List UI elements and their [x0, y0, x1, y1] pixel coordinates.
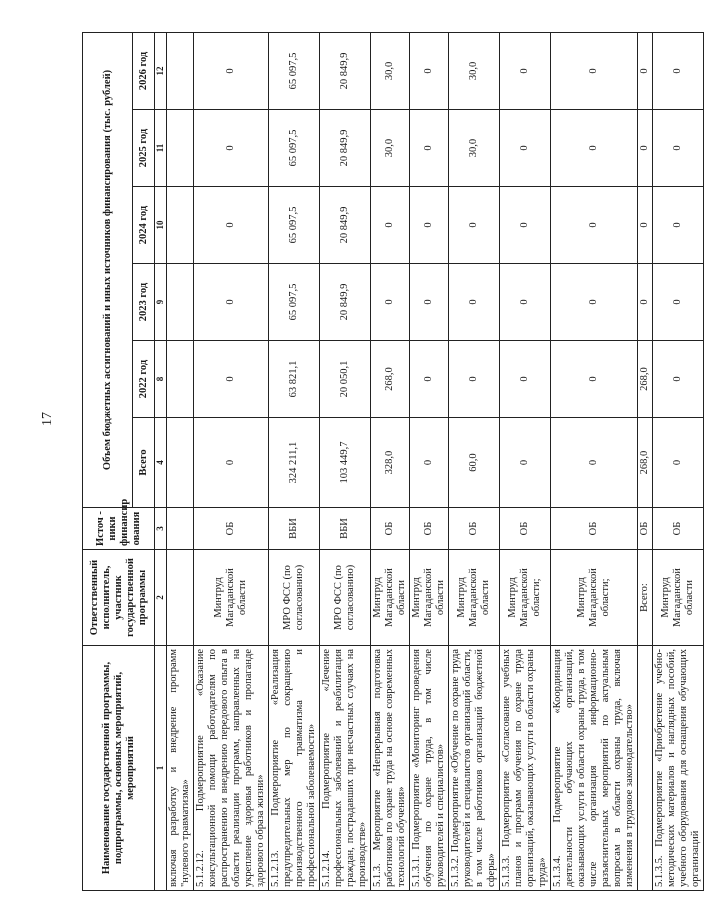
cell-value: 0 — [551, 264, 638, 341]
cell-value: 0 — [449, 187, 500, 264]
cell-executor: Минтруд Магаданской области — [653, 550, 704, 646]
cell-value: 0 — [194, 32, 269, 109]
cell-value: 0 — [500, 418, 551, 508]
cell-value: 0 — [410, 110, 449, 187]
cell-value: 103 449,7 — [320, 418, 371, 508]
cell-executor: МРО ФСС (по согласованию) — [269, 550, 320, 646]
cell-event-name: включая разработку и внедрение программ "нулевого травматизма» — [167, 646, 194, 891]
cell-source: ОБ — [638, 508, 653, 550]
col-header-year: 2025 год — [133, 110, 155, 187]
cell-value: 0 — [500, 110, 551, 187]
cell-executor: Минтруд Магаданской области — [449, 550, 500, 646]
cell-value — [167, 110, 194, 187]
cell-event-name: 5.1.3.1. Подмероприятие «Мониторинг проведения обучения по охране труда, в том числе руководителей и специалистов» — [410, 646, 449, 891]
cell-event-name: 5.1.3.5. Подмероприятие «Приобретение учебно-методических материалов и наглядных пособий, учебного оборудования для оснащения обучающих организаций — [653, 646, 704, 891]
cell-value — [167, 418, 194, 508]
col-header-year: 2023 год — [133, 264, 155, 341]
cell-value: 0 — [449, 341, 500, 418]
cell-executor — [167, 550, 194, 646]
cell-value: 30,0 — [449, 32, 500, 109]
cell-value: 0 — [653, 187, 704, 264]
column-number: 1 — [155, 646, 167, 891]
column-number: 9 — [155, 264, 167, 341]
cell-event-name: 5.1.3.2. Подмероприятие «Обучение по охране труда руководителей и специалистов организаций области, в том числе работников организаций бюджетной сферы» — [449, 646, 500, 891]
col-header-year: 2022 год — [133, 341, 155, 418]
cell-source: ОБ — [371, 508, 410, 550]
cell-event-name: 5.1.2.14. Подмероприятие «Лечение профессиональных заболеваний и реабилитация граждан, пострадавших при несчастных случаях на производстве» — [320, 646, 371, 891]
cell-value: 0 — [410, 418, 449, 508]
table-row — [551, 32, 638, 890]
col-header-source: Источ - ники финансир ования — [83, 508, 155, 550]
cell-value: 0 — [194, 341, 269, 418]
table-row — [653, 32, 704, 890]
cell-executor: Минтруд Магаданской области — [194, 550, 269, 646]
table-row — [320, 32, 371, 890]
col-header-year: 2024 год — [133, 187, 155, 264]
col-header-name: Наименование государственной программы, подпрограммы, основных мероприятий, мероприятий — [83, 646, 155, 891]
column-number: 8 — [155, 341, 167, 418]
cell-source: ОБ — [653, 508, 704, 550]
cell-source: ВБИ — [320, 508, 371, 550]
cell-value: 0 — [410, 341, 449, 418]
budget-table — [82, 32, 704, 891]
column-number: 11 — [155, 110, 167, 187]
column-number: 10 — [155, 187, 167, 264]
cell-value: 0 — [410, 264, 449, 341]
table-row — [269, 32, 320, 890]
cell-value: 20 849,9 — [320, 110, 371, 187]
cell-executor: Минтруд Магаданской области; — [500, 550, 551, 646]
cell-executor: Минтруд Магаданской области — [371, 550, 410, 646]
cell-value: 0 — [551, 341, 638, 418]
cell-event-name: 5.1.3. Мероприятие «Непрерывная подготовка работников по охране труда на основе современных технологий обучения» — [371, 646, 410, 891]
cell-value: 328,0 — [371, 418, 410, 508]
cell-value: 0 — [410, 187, 449, 264]
cell-value: 0 — [653, 418, 704, 508]
cell-value: 65 097,5 — [269, 187, 320, 264]
table-container — [82, 33, 701, 891]
cell-value: 0 — [410, 32, 449, 109]
column-number: 12 — [155, 32, 167, 109]
cell-value: 0 — [194, 418, 269, 508]
cell-source: ОБ — [551, 508, 638, 550]
cell-source: ОБ — [500, 508, 551, 550]
table-row — [410, 32, 449, 890]
cell-value: 0 — [194, 110, 269, 187]
table-body — [167, 32, 704, 890]
cell-value: 0 — [371, 187, 410, 264]
cell-value: 0 — [638, 32, 653, 109]
cell-value: 0 — [194, 264, 269, 341]
cell-executor: Всего: — [638, 550, 653, 646]
cell-executor: Минтруд Магаданской области — [410, 550, 449, 646]
cell-value: 0 — [638, 264, 653, 341]
cell-value: 20 849,9 — [320, 32, 371, 109]
cell-executor: МРО ФСС (по согласованию) — [320, 550, 371, 646]
cell-executor: Минтруд Магаданской области; — [551, 550, 638, 646]
cell-value: 0 — [638, 110, 653, 187]
cell-event-name: 5.1.2.12. Подмероприятие «Оказание консультационной помощи работодателям по распространению и внедрению передового опыта в области реализации программ, направленных на укрепление здоровья работников и пропаганде здорового образа жизни» — [194, 646, 269, 891]
cell-value: 63 821,1 — [269, 341, 320, 418]
cell-value: 324 211,1 — [269, 418, 320, 508]
cell-value: 30,0 — [449, 110, 500, 187]
cell-value: 0 — [551, 418, 638, 508]
cell-value: 0 — [449, 264, 500, 341]
cell-value: 20 849,9 — [320, 264, 371, 341]
table-row — [371, 32, 410, 890]
cell-value: 0 — [653, 341, 704, 418]
cell-value: 65 097,5 — [269, 264, 320, 341]
cell-event-name: 5.1.3.4. Подмероприятие «Координация деятельности обучающих организаций, оказывающих услуги в области охраны труда, в том числе организация информационно-разъяснительных мероприятий по актуальным вопросам в области охраны труда, включая изменения в трудовое законодательство» — [551, 646, 638, 891]
cell-value: 65 097,5 — [269, 32, 320, 109]
cell-value: 0 — [653, 32, 704, 109]
col-header-executor: Ответственный исполнитель, участник государственной программы — [83, 550, 155, 646]
cell-value: 268,0 — [638, 341, 653, 418]
cell-value: 20 050,1 — [320, 341, 371, 418]
cell-value — [167, 32, 194, 109]
cell-value — [167, 187, 194, 264]
cell-value: 0 — [551, 187, 638, 264]
cell-value: 0 — [500, 264, 551, 341]
column-number-row — [155, 32, 167, 890]
cell-source — [167, 508, 194, 550]
cell-value: 0 — [500, 187, 551, 264]
column-number: 2 — [155, 550, 167, 646]
cell-value: 0 — [500, 32, 551, 109]
table-row — [449, 32, 500, 890]
cell-value: 20 849,9 — [320, 187, 371, 264]
table-row — [638, 32, 653, 890]
table-row — [500, 32, 551, 890]
cell-source: ВБИ — [269, 508, 320, 550]
cell-value: 0 — [371, 264, 410, 341]
cell-value: 0 — [551, 110, 638, 187]
cell-value — [167, 264, 194, 341]
page-number: 17 — [40, 412, 55, 426]
cell-value: 0 — [638, 187, 653, 264]
cell-value — [167, 341, 194, 418]
col-header-total: Всего — [133, 418, 155, 508]
cell-event-name: 5.1.2.13. Подмероприятие «Реализация предупредительных мер по сокращению производственного травматизма и профессиональной заболеваемости» — [269, 646, 320, 891]
cell-value: 65 097,5 — [269, 110, 320, 187]
col-header-year: 2026 год — [133, 32, 155, 109]
cell-source: ОБ — [410, 508, 449, 550]
cell-value: 268,0 — [638, 418, 653, 508]
cell-value: 30,0 — [371, 110, 410, 187]
table-row — [167, 32, 194, 890]
cell-source: ОБ — [449, 508, 500, 550]
cell-value: 268,0 — [371, 341, 410, 418]
cell-value: 0 — [653, 110, 704, 187]
cell-value: 30,0 — [371, 32, 410, 109]
cell-value: 0 — [194, 187, 269, 264]
cell-event-name — [638, 646, 653, 891]
column-number: 4 — [155, 418, 167, 508]
col-header-budget: Объем бюджетных ассигнований и иных источников финансирования (тыс. рублей) — [83, 32, 133, 507]
cell-value: 0 — [551, 32, 638, 109]
cell-source: ОБ — [194, 508, 269, 550]
cell-value: 60,0 — [449, 418, 500, 508]
cell-value: 0 — [653, 264, 704, 341]
cell-event-name: 5.1.3.3. Подмероприятие «Согласование учебных планов и программ обучения по охране труда организаций, оказывающих услуги в области охраны труда» — [500, 646, 551, 891]
table-row — [194, 32, 269, 890]
column-number: 3 — [155, 508, 167, 550]
cell-value: 0 — [500, 341, 551, 418]
